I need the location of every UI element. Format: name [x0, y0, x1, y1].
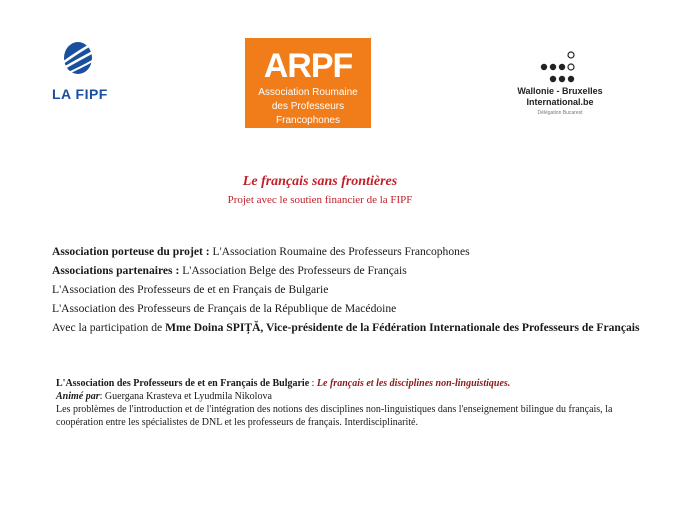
session-sep: :: [309, 378, 317, 389]
session-theme: Le français et les disciplines non-linguistiques.: [316, 378, 511, 389]
porteuse-line: [52, 242, 672, 261]
participation-name: Mme Doina SPIȚĂ, Vice-présidente de la Fédération Internationale des Professeurs de Français: [165, 321, 640, 334]
porteuse-value: L'Association Roumaine des Professeurs Francophones: [209, 245, 470, 258]
arpf-logo-line2: des Professeurs Francophones: [271, 101, 345, 126]
partenaires-line: [52, 261, 672, 280]
page-title: Le français sans frontières: [242, 174, 398, 189]
anime-label: Animé par: [56, 391, 100, 402]
wbi-logo-line2: International.be: [526, 97, 594, 107]
session-block: [56, 377, 656, 429]
arpf-logo: [245, 38, 371, 128]
arpf-logo-line1: Association Roumaine: [258, 87, 358, 98]
session-description: Les problèmes de l'introduction et de l'intégration des notions des disciplines non-linguistiques dans l'enseignement bilingue du français, la coopération entre les spécialistes de DNL et les professeurs de français. Interdisciplinarité.: [56, 404, 613, 428]
partenaires-value: L'Association Belge des Professeurs de Français: [179, 264, 407, 277]
fipf-logo: [48, 38, 118, 110]
session-org: L'Association des Professeurs de et en Français de Bulgarie: [56, 378, 310, 389]
fipf-logo-text: LA FIPF: [52, 86, 108, 102]
participation-prefix: Avec la participation de: [52, 321, 166, 334]
wbi-logo-line1: Wallonie - Bruxelles: [517, 86, 603, 96]
porteuse-label: Association porteuse du projet :: [52, 245, 210, 258]
partner-macedonia: L'Association des Professeurs de Français de la République de Macédoine: [52, 302, 397, 315]
session-anime: [56, 390, 656, 403]
partenaires-label: Associations partenaires :: [52, 264, 180, 277]
participation-line: [52, 318, 672, 337]
globe-swoosh-icon: [60, 38, 96, 82]
session-header: [56, 377, 656, 390]
anime-value: : Guergana Krasteva et Lyudmila Nikolova: [99, 391, 272, 402]
partner-bulgaria: L'Association des Professeurs de et en Français de Bulgarie: [52, 283, 329, 296]
arpf-logo-mark: ARPF: [263, 47, 353, 85]
associations-block: [52, 242, 672, 337]
dot-grid-icon: [537, 50, 583, 86]
page-subtitle: Projet avec le soutien financier de la FIPF: [227, 194, 413, 206]
wbi-logo-tagline: Délégation Bucarest: [537, 110, 583, 116]
wbi-logo: [505, 50, 615, 132]
